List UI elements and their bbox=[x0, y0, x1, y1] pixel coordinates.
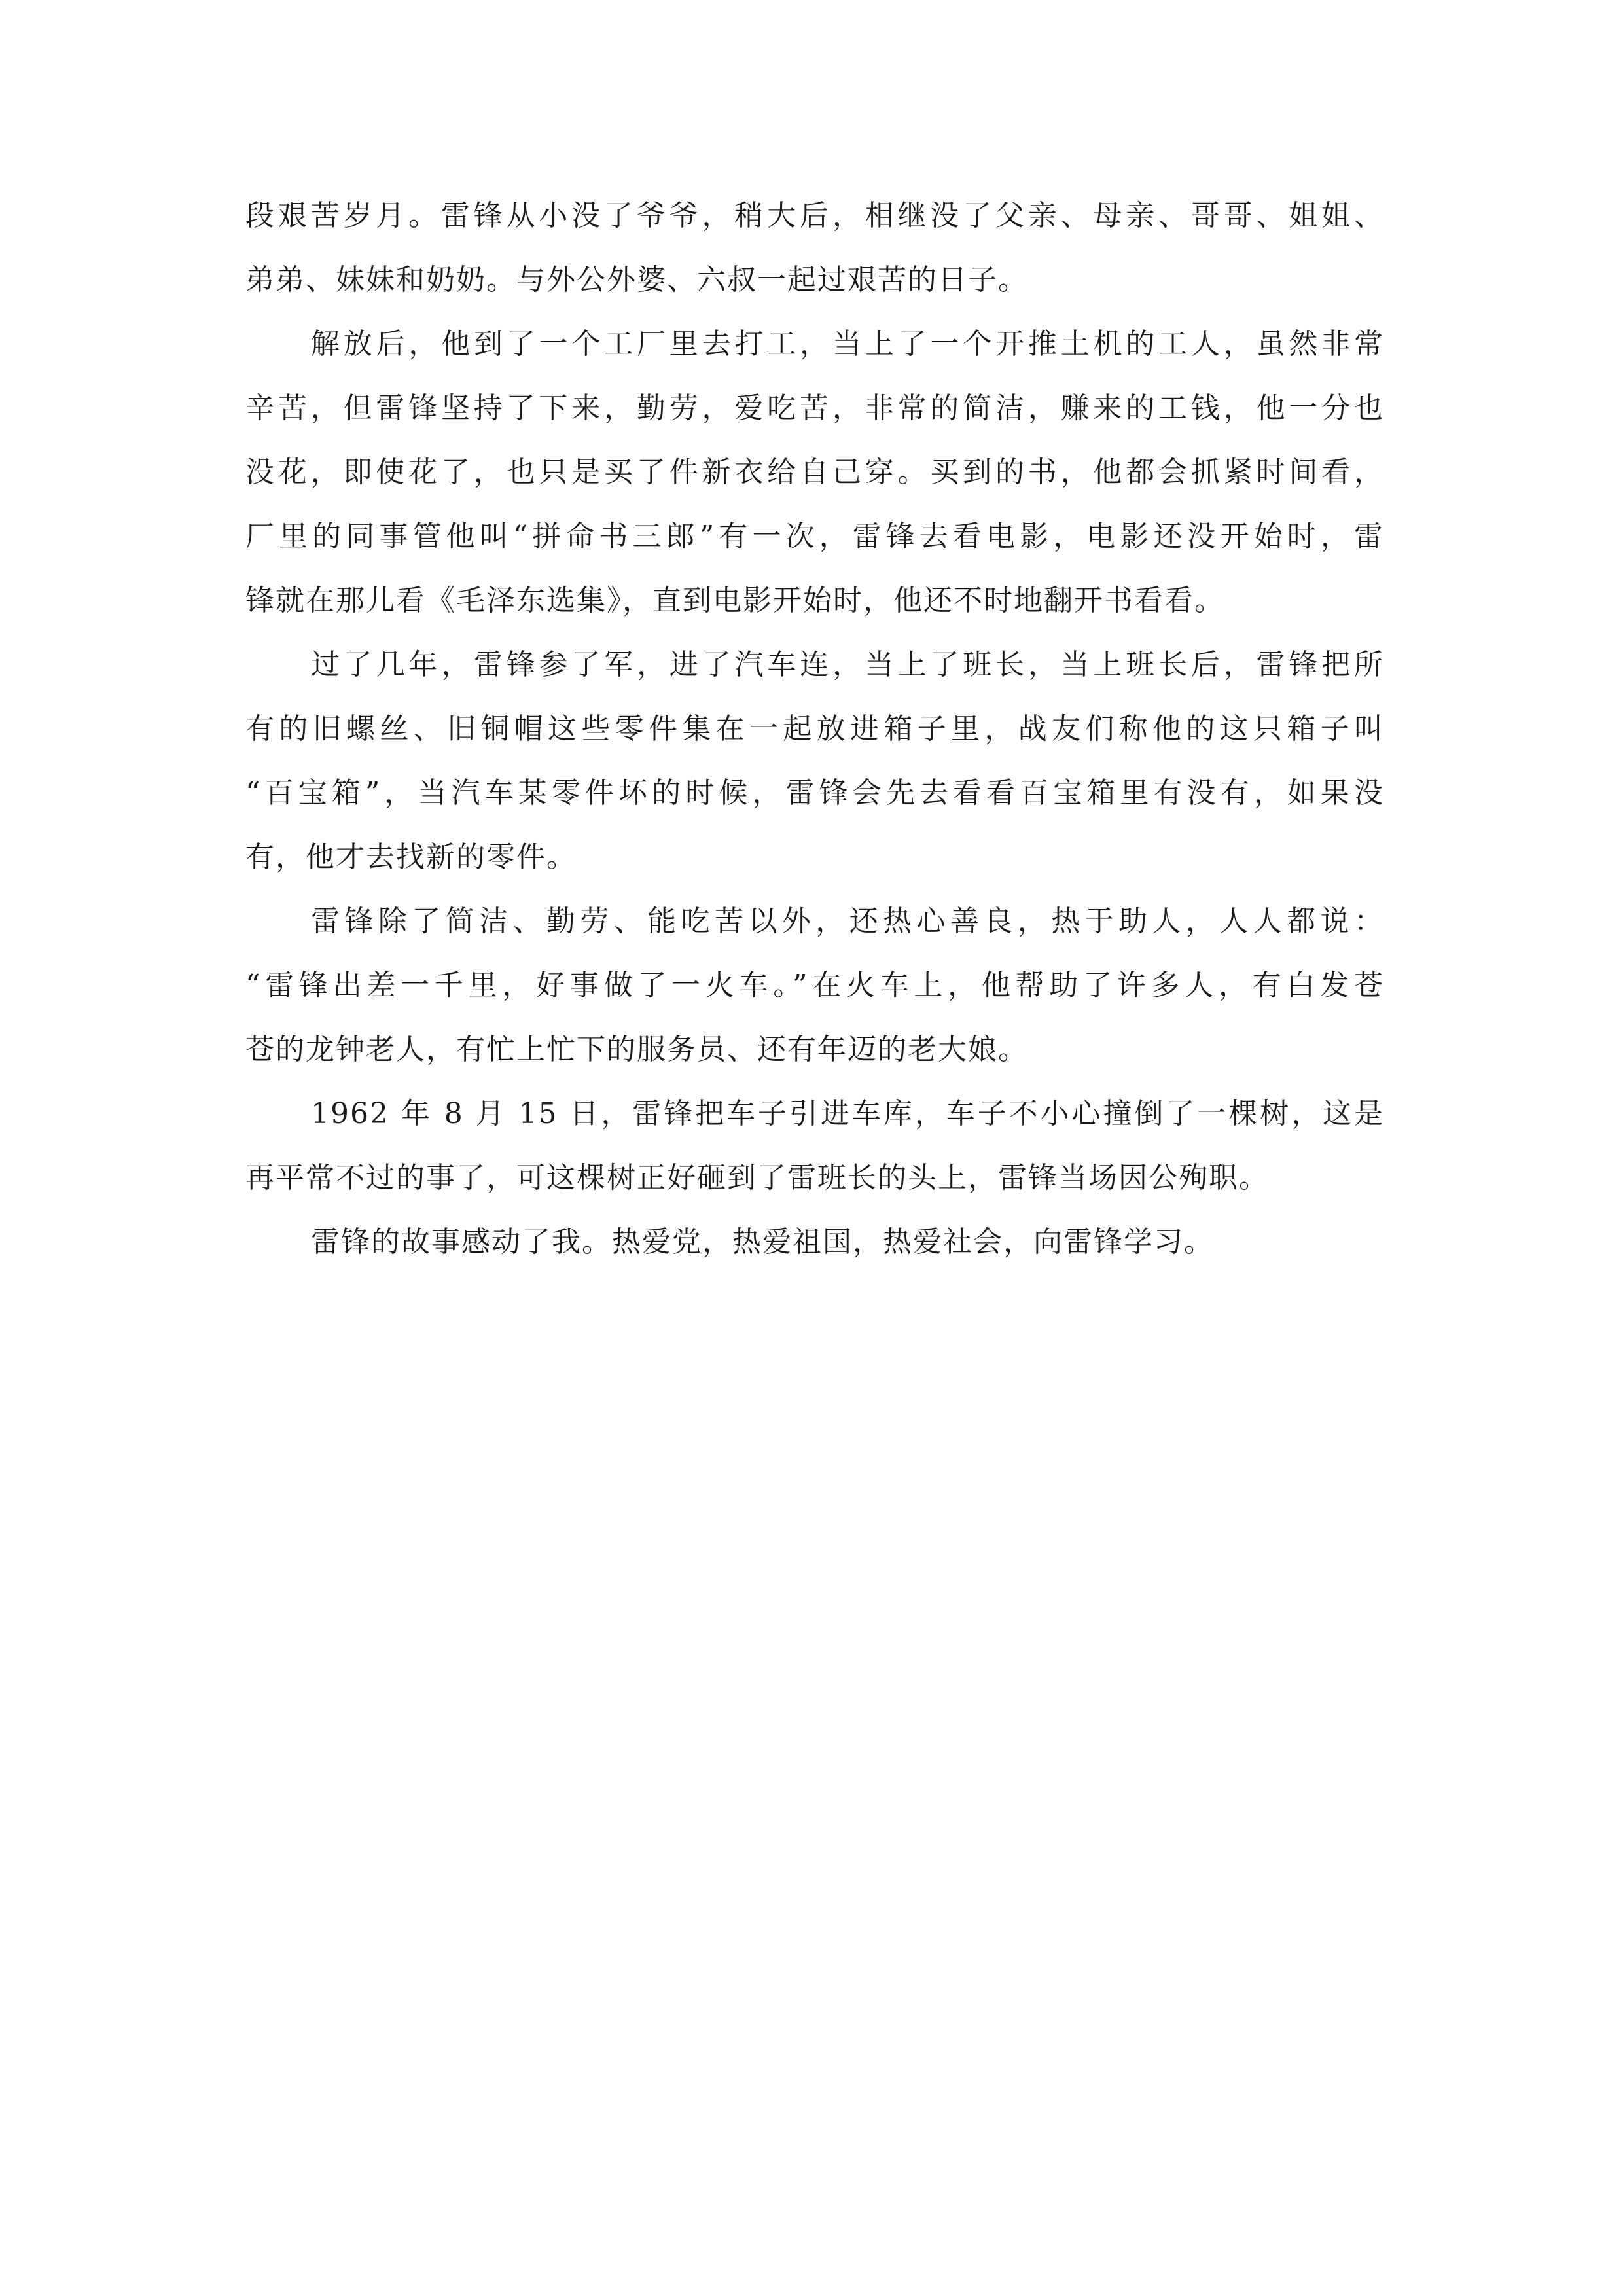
paragraph-start-line: 解放后，他到了一个工厂里去打工，当上了一个开推土机的工人，虽然非常 bbox=[311, 328, 1384, 360]
text-line: 有的旧螺丝、旧铜帽这些零件集在一起放进箱子里，战友们称他的这只箱子叫 bbox=[245, 713, 1384, 745]
text-line: 厂里的同事管他叫“拼命书三郎”有一次，雷锋去看电影，电影还没开始时，雷 bbox=[245, 520, 1384, 552]
text-line: 苍的龙钟老人，有忙上忙下的服务员、还有年迈的老大娘。 bbox=[245, 1033, 1028, 1066]
paragraph-start-line: 过了几年，雷锋参了军，进了汽车连，当上了班长，当上班长后，雷锋把所 bbox=[311, 649, 1384, 681]
text-line: 辛苦，但雷锋坚持了下来，勤劳，爱吃苦，非常的简洁，赚来的工钱，他一分也 bbox=[245, 392, 1384, 424]
text-line: 有，他才去找新的零件。 bbox=[245, 840, 577, 874]
text-line: 段艰苦岁月。雷锋从小没了爷爷，稍大后，相继没了父亲、母亲、哥哥、姐姐、 bbox=[245, 200, 1384, 232]
paragraph-start-line: 1962 年 8 月 15 日，雷锋把车子引进车库，车子不小心撞倒了一棵树，这是 bbox=[311, 1098, 1384, 1130]
text-line: “百宝箱”，当汽车某零件坏的时候，雷锋会先去看看百宝箱里有没有，如果没 bbox=[245, 777, 1384, 809]
text-line: 弟弟、妹妹和奶奶。与外公外婆、六叔一起过艰苦的日子。 bbox=[245, 263, 1028, 296]
text-line: “雷锋出差一千里，好事做了一火车。”在火车上，他帮助了许多人，有白发苍 bbox=[245, 969, 1384, 1001]
paragraph-start-line: 雷锋除了简洁、勤劳、能吃苦以外，还热心善良，热于助人，人人都说： bbox=[311, 905, 1384, 937]
paragraph-start-line: 雷锋的故事感动了我。热爱党，热爱祖国，热爱社会，向雷锋学习。 bbox=[311, 1225, 1214, 1259]
text-line: 没花，即使花了，也只是买了件新衣给自己穿。买到的书，他都会抓紧时间看， bbox=[245, 456, 1384, 488]
text-line: 锋就在那儿看《毛泽东选集》，直到电影开始时，他还不时地翻开书看看。 bbox=[245, 584, 1224, 617]
document-body bbox=[245, 200, 1384, 1290]
text-line: 再平常不过的事了，可这棵树正好砸到了雷班长的头上，雷锋当场因公殉职。 bbox=[245, 1161, 1269, 1194]
